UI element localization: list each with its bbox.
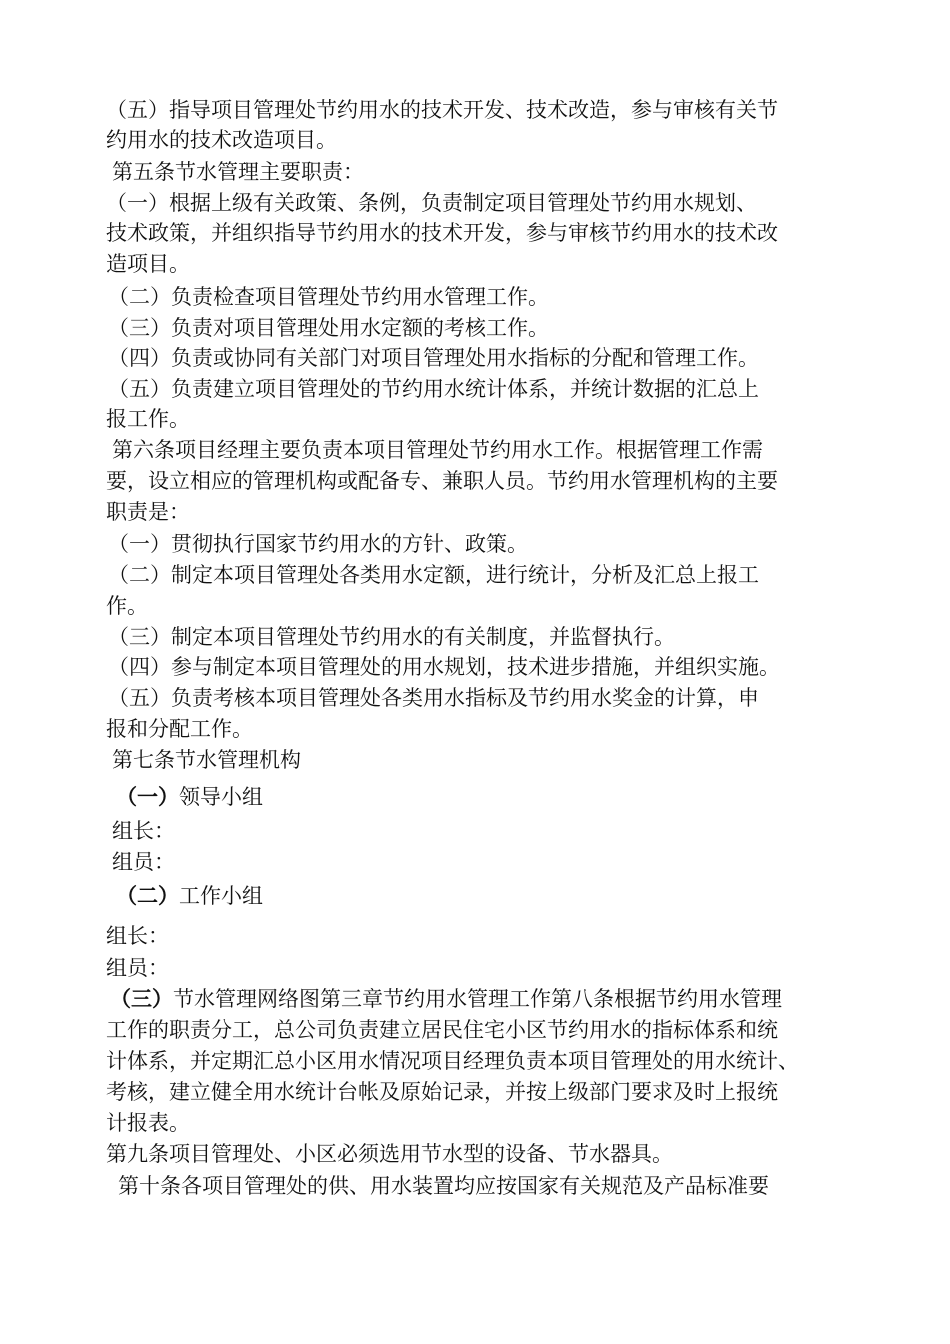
text-line: （一）根据上级有关政策、条例，负责制定项目管理处节约用水规划、 xyxy=(106,191,757,215)
article-heading: 第六条项目经理主要负责本项目管理处节约用水工作。根据管理工作需 xyxy=(112,438,763,462)
group-title: 工作小组 xyxy=(179,884,263,908)
text-line: （五）负责建立项目管理处的节约用水统计体系，并统计数据的汇总上 xyxy=(108,377,759,401)
text-line: 组员： xyxy=(112,850,175,874)
article-heading: 第五条节水管理主要职责： xyxy=(112,160,364,184)
group-number: （二） xyxy=(116,883,179,908)
text-line: 报和分配工作。 xyxy=(106,717,253,741)
text-line: 报工作。 xyxy=(106,407,190,431)
text-line: 职责是： xyxy=(106,500,190,524)
text-line: （三）制定本项目管理处节约用水的有关制度，并监督执行。 xyxy=(108,625,675,649)
text-line: （二）负责检查项目管理处节约用水管理工作。 xyxy=(108,285,549,309)
text-line: 造项目。 xyxy=(106,252,190,276)
group-heading xyxy=(116,782,263,812)
text-line: （四）参与制定本项目管理处的用水规划，技术进步措施，并组织实施。 xyxy=(108,655,780,679)
text-line: 组长： xyxy=(112,819,175,843)
article-heading: 第十条各项目管理处的供、用水装置均应按国家有关规范及产品标准要 xyxy=(118,1174,769,1198)
text-line: 技术政策，并组织指导节约用水的技术开发，参与审核节约用水的技术改 xyxy=(106,221,778,245)
text-line: 考核，建立健全用水统计台帐及原始记录，并按上级部门要求及时上报统 xyxy=(106,1080,778,1104)
paragraph-text: 节水管理网络图第三章节约用水管理工作第八条根据节约用水管理 xyxy=(173,987,782,1011)
text-line: 计体系，并定期汇总小区用水情况项目经理负责本项目管理处的用水统计、 xyxy=(106,1049,799,1073)
text-line: （五）负责考核本项目管理处各类用水指标及节约用水奖金的计算，申 xyxy=(108,686,759,710)
text-line xyxy=(110,984,782,1014)
text-line: 作。 xyxy=(106,594,148,618)
text-line: （五）指导项目管理处节约用水的技术开发、技术改造，参与审核有关节 xyxy=(106,98,778,122)
group-number: （一） xyxy=(116,784,179,809)
group-title: 领导小组 xyxy=(179,785,263,809)
text-line: （三）负责对项目管理处用水定额的考核工作。 xyxy=(108,316,549,340)
text-line: 工作的职责分工，总公司负责建立居民住宅小区节约用水的指标体系和统 xyxy=(106,1018,778,1042)
text-line: 计报表。 xyxy=(106,1111,190,1135)
text-line: （四）负责或协同有关部门对项目管理处用水指标的分配和管理工作。 xyxy=(108,346,759,370)
text-line: 组长： xyxy=(106,924,169,948)
group-number: （三） xyxy=(110,986,173,1011)
text-line: 组员： xyxy=(106,956,169,980)
text-line: （一）贯彻执行国家节约用水的方针、政策。 xyxy=(108,532,528,556)
text-line: 要，设立相应的管理机构或配备专、兼职人员。节约用水管理机构的主要 xyxy=(106,469,778,493)
text-line: （二）制定本项目管理处各类用水定额，进行统计，分析及汇总上报工 xyxy=(108,563,759,587)
text-line: 约用水的技术改造项目。 xyxy=(106,128,337,152)
group-heading xyxy=(116,881,263,911)
article-heading: 第七条节水管理机构 xyxy=(112,748,301,772)
article-heading: 第九条项目管理处、小区必须选用节水型的设备、节水器具。 xyxy=(106,1142,673,1166)
